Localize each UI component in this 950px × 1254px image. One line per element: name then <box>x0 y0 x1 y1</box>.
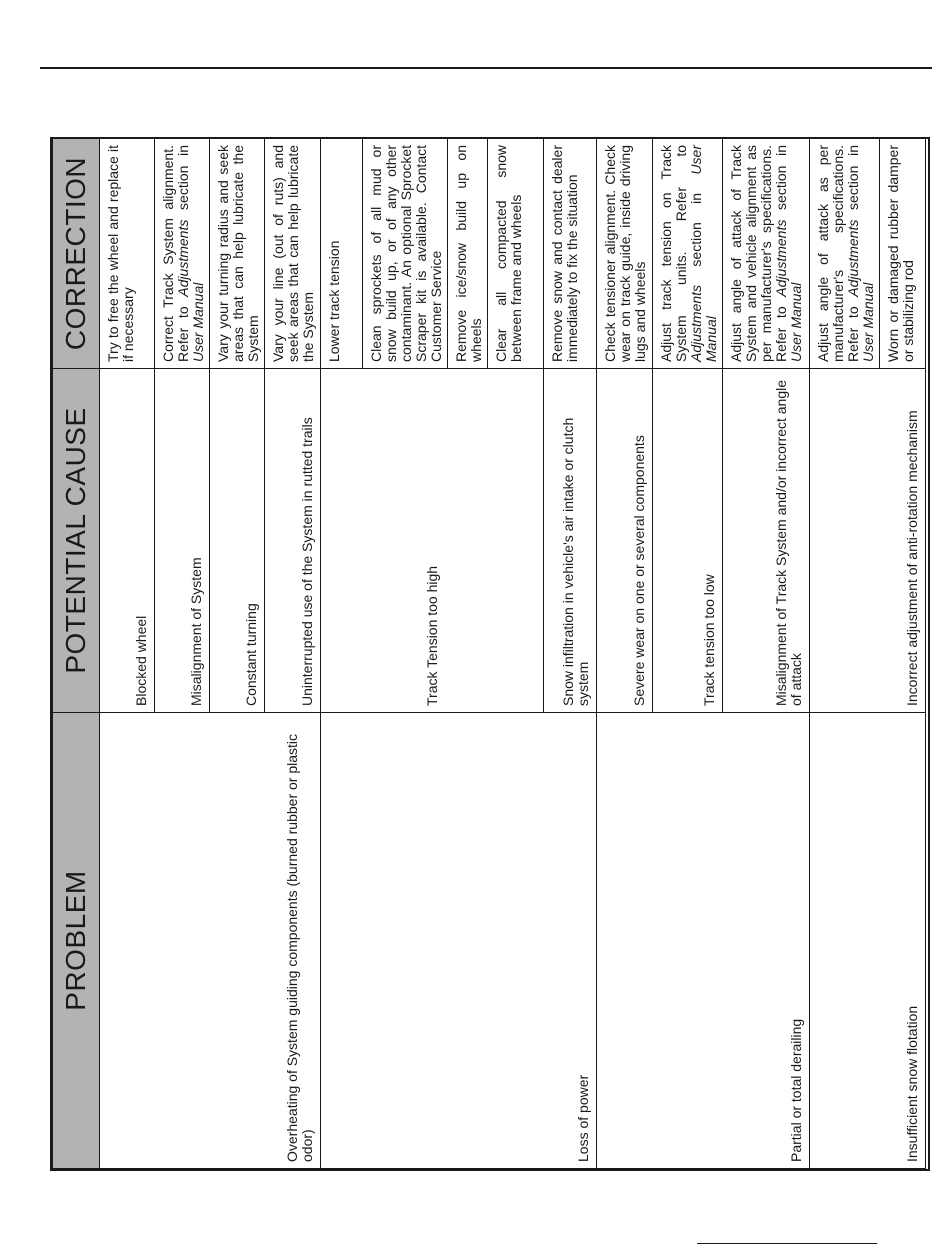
correction-text: Remove snow and contact dealer immediately to fix the situation <box>549 145 580 362</box>
correction-text: Vary your turning radius and seek areas that can help lubricate the System <box>215 145 261 362</box>
correction-cell <box>880 139 926 369</box>
table-row <box>597 139 653 1169</box>
cause-cell: Blocked wheel <box>100 369 155 713</box>
correction-cell <box>155 139 210 369</box>
problem-cell: Insufficient snow flotation <box>810 713 926 1169</box>
cause-cell: Track tension too low <box>653 369 723 713</box>
correction-text: Try to free the wheel and replace it if necessary <box>105 145 136 362</box>
problem-cell: Partial or total derailing <box>597 713 810 1169</box>
troubleshooting-table <box>52 138 926 1169</box>
italic-reference: Adjustments <box>773 219 789 297</box>
table-row <box>810 139 880 1169</box>
table-row <box>100 139 155 1169</box>
footer-rule <box>697 1243 877 1244</box>
cause-cell: Misalignment of System <box>155 369 210 713</box>
header-correction: CORRECTION <box>53 139 100 369</box>
correction-text: section in <box>845 145 861 220</box>
header-cause: POTENTIAL CAUSE <box>53 369 100 713</box>
correction-cell <box>210 139 265 369</box>
cause-cell: Snow infiltration in vehicle's air intake or clutch system <box>544 369 597 713</box>
correction-text: Adjust angle of attack as per manufacturer's specifications. Refer to <box>815 145 861 362</box>
italic-reference: Adjustments <box>845 219 861 297</box>
correction-text: Remove ice/snow build up on wheels <box>453 145 484 362</box>
correction-cell <box>265 139 321 369</box>
cause-cell: Uninterrupted use of the System in rutted trails <box>265 369 321 713</box>
correction-text: Adjust angle of attack of Track System and vehicle alignment as per manufacturer's specifications. Refer to <box>728 145 789 362</box>
problem-cell: Overheating of System guiding components (burned rubber or plastic odor) <box>100 713 321 1169</box>
rotated-table <box>52 139 928 1169</box>
correction-text: Check tensioner alignment. Check wear on track guide, inside driving lugs and wheels <box>602 145 648 362</box>
cause-cell: Incorrect adjustment of anti-rotation mechanism <box>810 369 926 713</box>
header-rule <box>40 67 932 69</box>
correction-text: Clean sprockets of all mud or snow build up, or of any other contaminant. An optional Sprocket Scraper kit is available. Contact Customer Service <box>368 145 444 362</box>
cause-cell: Track Tension too high <box>321 369 544 713</box>
italic-reference: Adjustments <box>688 284 704 362</box>
correction-text: section in <box>688 174 704 285</box>
correction-cell <box>321 139 363 369</box>
cause-cell: Severe wear on one or several components <box>597 369 653 713</box>
correction-cell <box>810 139 880 369</box>
correction-cell <box>448 139 488 369</box>
italic-reference: User Manual <box>788 282 804 362</box>
correction-text: Vary your line (out of ruts) and seek areas that can help lubricate the System <box>270 145 316 362</box>
italic-reference: User Manual <box>190 282 206 362</box>
table-row <box>321 139 363 1169</box>
correction-text: Correct Track System alignment. Refer to <box>160 145 191 362</box>
correction-cell <box>653 139 723 369</box>
correction-cell <box>100 139 155 369</box>
correction-text: section in <box>773 145 789 220</box>
correction-cell <box>723 139 810 369</box>
correction-text: Worn or damaged rubber damper or stabilizing rod <box>885 145 916 362</box>
correction-cell <box>488 139 544 369</box>
troubleshooting-table-frame <box>50 137 930 1171</box>
cause-cell: Constant turning <box>210 369 265 713</box>
correction-text: Adjust track tension on Track System units. Refer to <box>658 145 689 362</box>
correction-cell <box>544 139 597 369</box>
correction-cell <box>363 139 448 369</box>
correction-text: section in <box>175 145 191 220</box>
italic-reference: User Manual <box>860 282 876 362</box>
cause-cell: Misalignment of Track System and/or incorrect angle of attack <box>723 369 810 713</box>
correction-cell <box>597 139 653 369</box>
italic-reference: Adjustments <box>175 219 191 297</box>
correction-text: Lower track tension <box>326 240 342 362</box>
table-header-row <box>53 139 100 1169</box>
italic-reference: User Manual <box>688 145 719 362</box>
problem-cell: Loss of power <box>321 713 597 1169</box>
correction-text: Clear all compacted snow between frame and wheels <box>493 145 524 362</box>
header-problem: PROBLEM <box>53 713 100 1169</box>
